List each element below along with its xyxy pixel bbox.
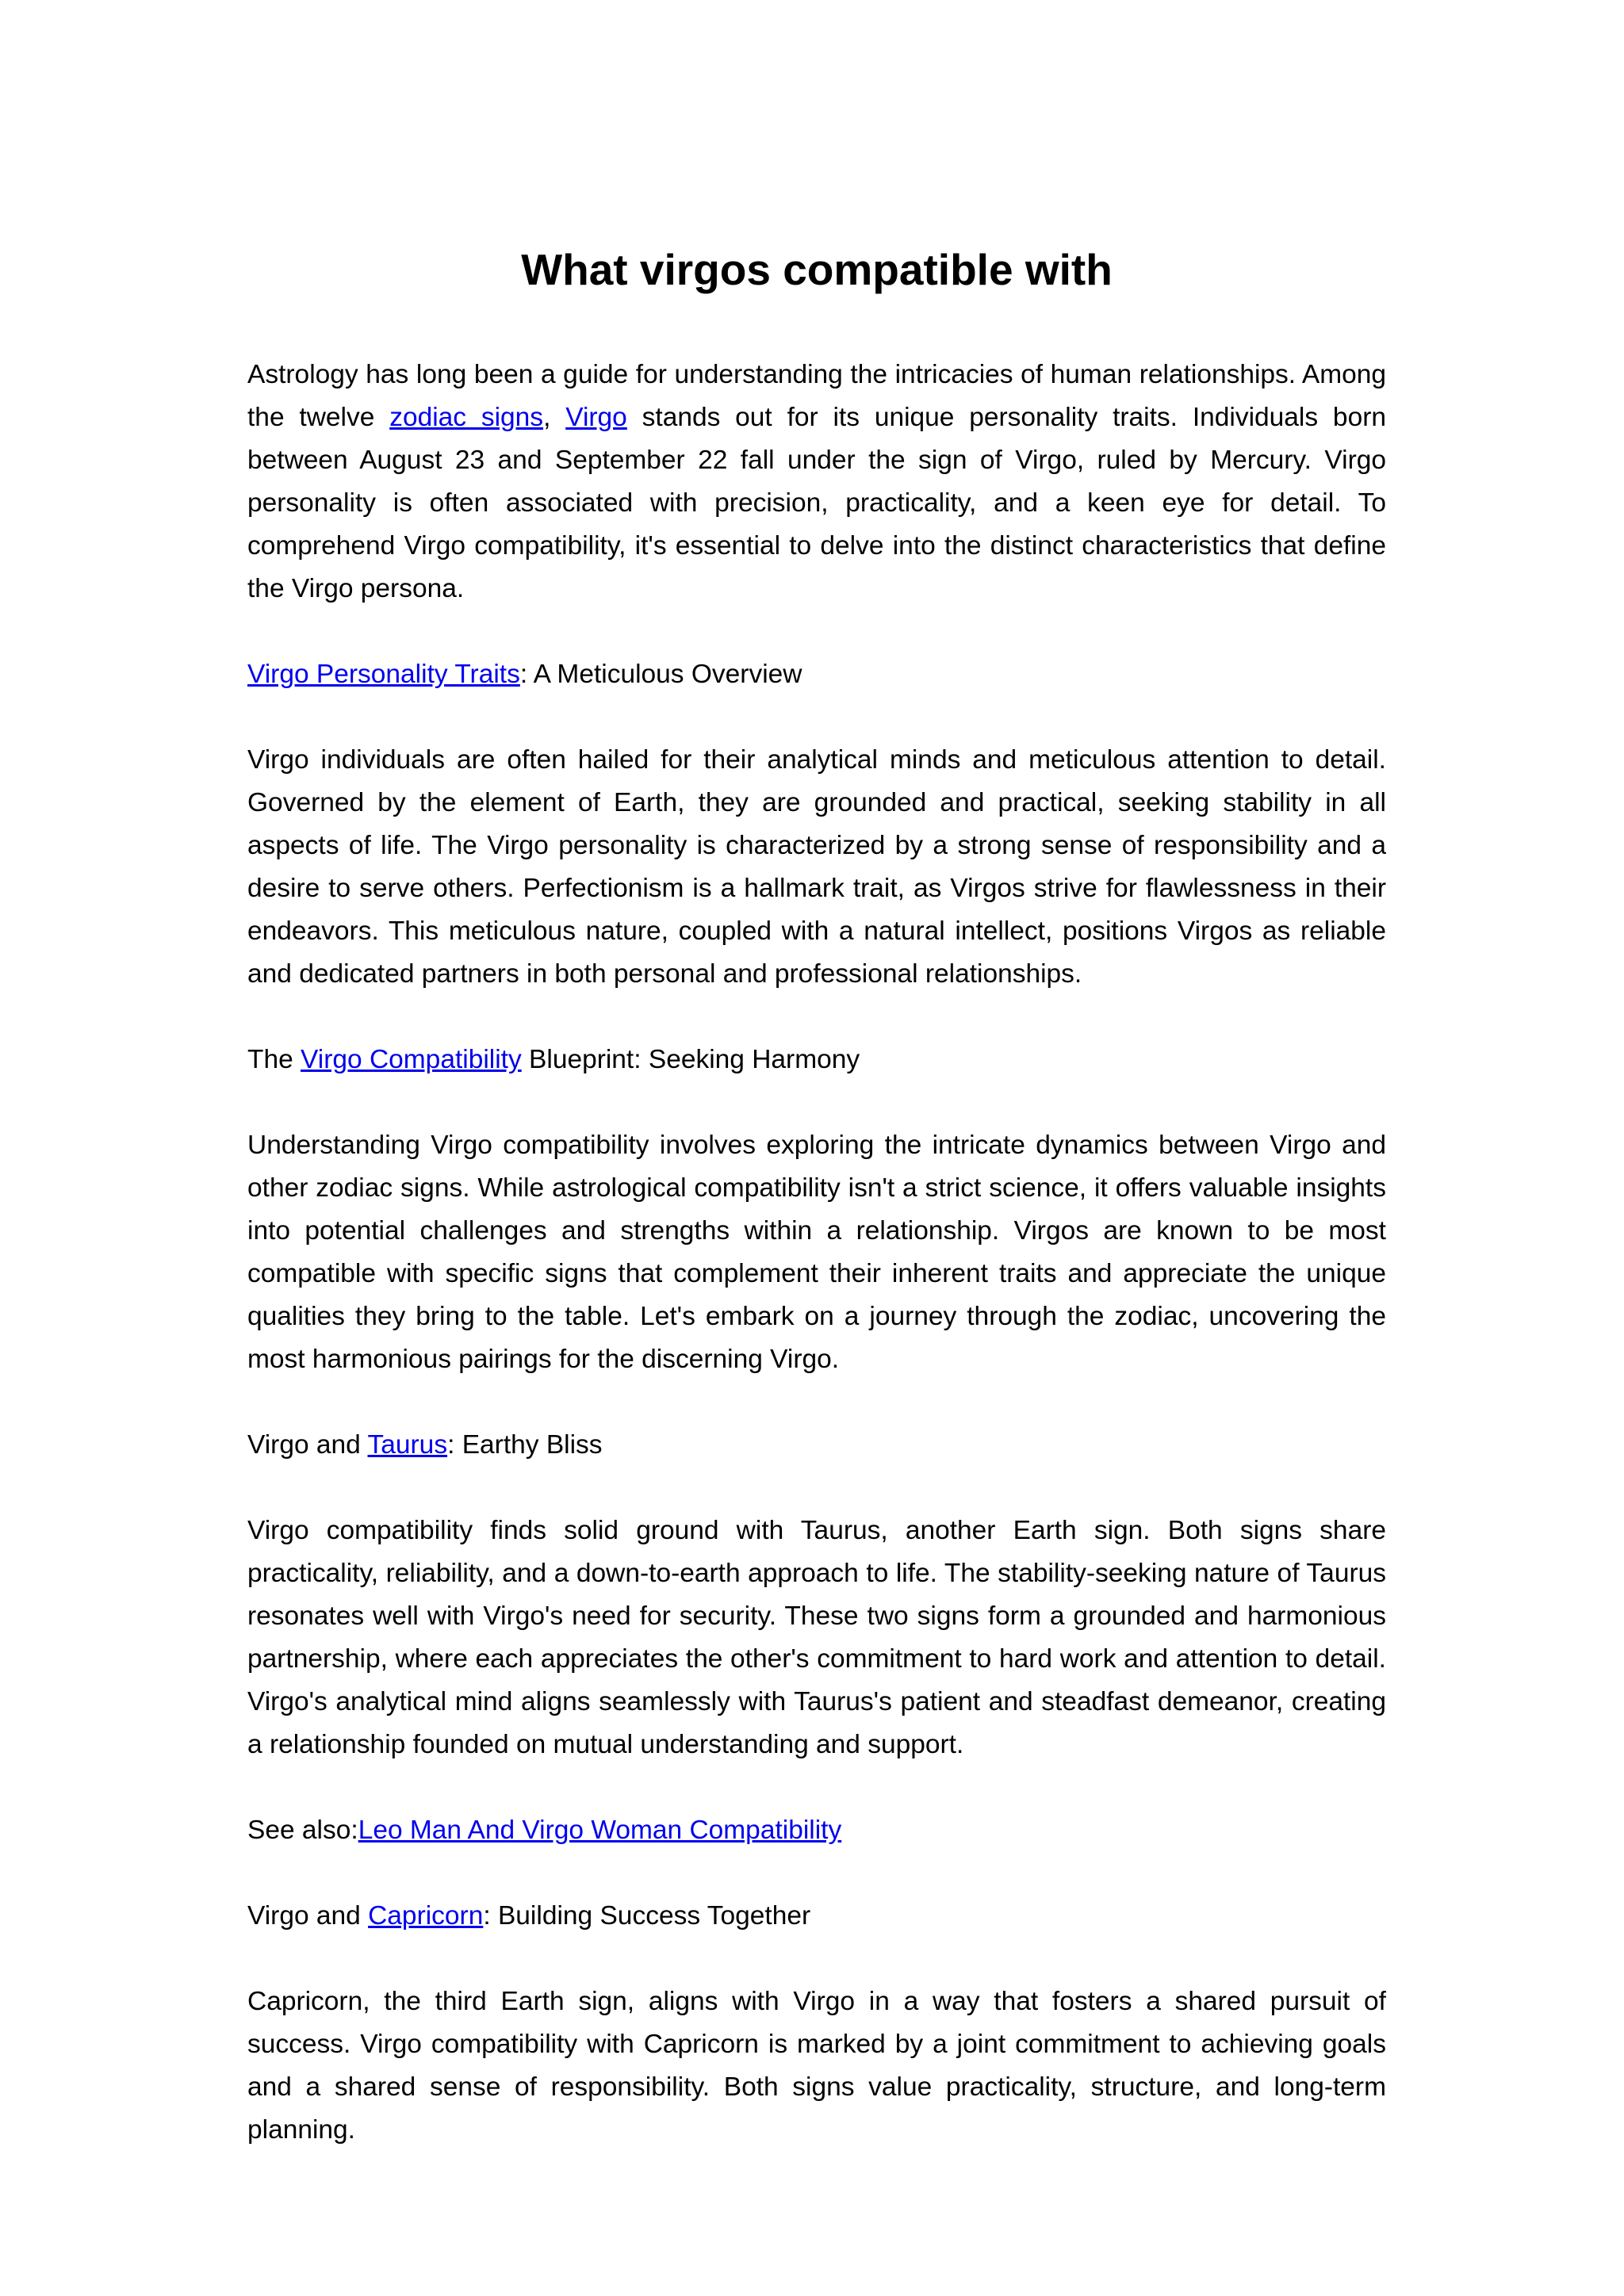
body-paragraph (247, 354, 1386, 610)
text-run: Virgo and (247, 1430, 368, 1460)
text-run: stands out for its unique personality traits. Individuals born between August 23 and September 22 fall under the sign of Virgo, ruled by Mercury. Virgo personality is often associated with precision, practicality, and a keen eye for detail. To comprehend Virgo compatibility, it's essential to delve into the distinct characteristics that define the Virgo persona. (247, 403, 1386, 603)
body-paragraph (247, 1124, 1386, 1381)
section-heading (247, 1895, 1386, 1938)
inline-link[interactable]: Virgo Compatibility (301, 1045, 522, 1074)
text-run: Virgo compatibility finds solid ground with Taurus, another Earth sign. Both signs share practicality, reliability, and a down-to-earth approach to life. The stability-seeking nature of Taurus resonates well with Virgo's need for security. These two signs form a grounded and harmonious partnership, where each appreciates the other's commitment to hard work and attention to detail. Virgo's analytical mind aligns seamlessly with Taurus's patient and steadfast demeanor, creating a relationship founded on mutual understanding and support. (247, 1516, 1386, 1759)
section-heading (247, 1424, 1386, 1467)
text-run: Blueprint: Seeking Harmony (521, 1045, 860, 1074)
text-run: See also: (247, 1816, 358, 1845)
text-run: , (543, 403, 566, 432)
section-heading (247, 653, 1386, 696)
inline-link[interactable]: Taurus (367, 1430, 448, 1460)
text-run: : Earthy Bliss (447, 1430, 603, 1460)
inline-link[interactable]: Capricorn (368, 1901, 484, 1931)
document-page (247, 238, 1386, 2195)
text-run: Virgo individuals are often hailed for their analytical minds and meticulous attention to detail. Governed by the element of Earth, they are grounded and practical, seeking stability in all aspects of life. The Virgo personality is characterized by a strong sense of responsibility and a desire to serve others. Perfectionism is a hallmark trait, as Virgos strive for flawlessness in their endeavors. This meticulous nature, coupled with a natural intellect, positions Virgos as reliable and dedicated partners in both personal and professional relationships. (247, 745, 1386, 989)
inline-link[interactable]: Leo Man And Virgo Woman Compatibility (358, 1816, 842, 1845)
text-run: Understanding Virgo compatibility involves exploring the intricate dynamics between Virgo and other zodiac signs. While astrological compatibility isn't a strict science, it offers valuable insights into potential challenges and strengths within a relationship. Virgos are known to be most compatible with specific signs that complement their inherent traits and appreciate the unique qualities they bring to the table. Let's embark on a journey through the zodiac, uncovering the most harmonious pairings for the discerning Virgo. (247, 1131, 1386, 1374)
body-paragraph (247, 1980, 1386, 2152)
document-body (247, 354, 1386, 2152)
body-paragraph (247, 1510, 1386, 1766)
inline-link[interactable]: zodiac signs (389, 403, 544, 432)
text-run: Capricorn, the third Earth sign, aligns with Virgo in a way that fosters a shared pursuit of success. Virgo compatibility with Capricorn is marked by a joint commitment to achieving goals and a shared sense of responsibility. Both signs value practicality, structure, and long-term planning. (247, 1987, 1386, 2145)
page-title: What virgos compatible with (521, 245, 1113, 294)
text-run: The (247, 1045, 301, 1074)
section-heading (247, 1809, 1386, 1852)
inline-link[interactable]: Virgo (565, 403, 627, 432)
section-heading (247, 1039, 1386, 1081)
body-paragraph (247, 739, 1386, 996)
text-run: : A Meticulous Overview (519, 660, 802, 689)
text-run: : Building Success Together (483, 1901, 811, 1931)
text-run: Astrology has long been a guide for understanding the intricacies of human relationships. Among the twelve (247, 360, 1386, 432)
text-run: Virgo and (247, 1901, 369, 1931)
inline-link[interactable]: Virgo Personality Traits (247, 660, 520, 689)
